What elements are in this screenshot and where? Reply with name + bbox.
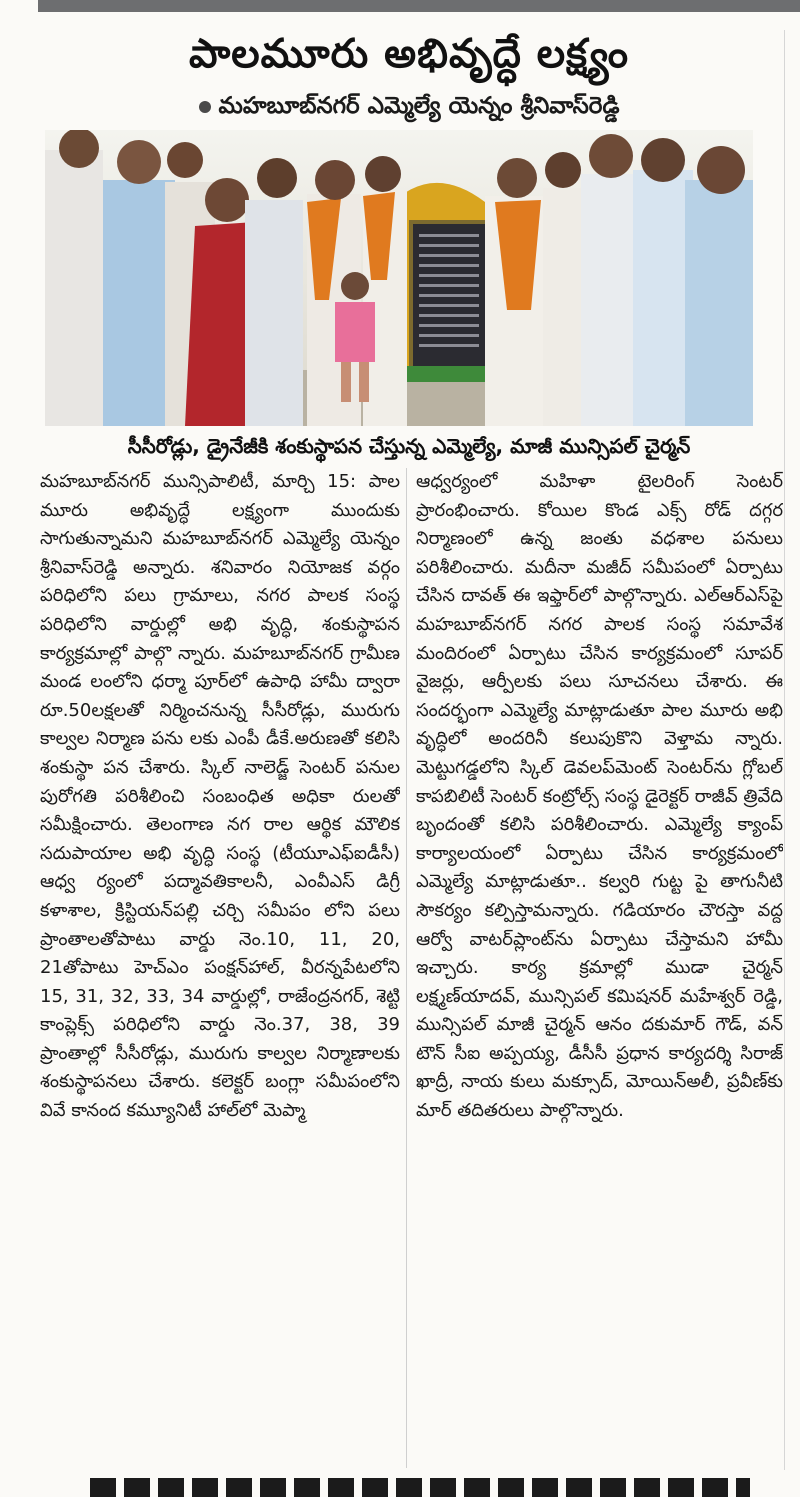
article-headline: పాలమూరు అభివృద్ధే లక్ష్యం xyxy=(188,31,629,77)
bullet-icon xyxy=(199,101,211,113)
next-article-headline-cut xyxy=(90,1476,750,1497)
photo-caption: సీసీరోడ్లు, డ్రైనేజీకి శంకుస్థాపన చేస్తున్న ఎమ్మెల్యే, మాజీ మున్సిపల్ చైర్మన్ xyxy=(127,434,691,458)
article-body-column-right: ఆధ్వర్యంలో మహిళా టైలరింగ్ సెంటర్ ప్రారంభించారు. కోయిల కొండ ఎక్స్ రోడ్ దగ్గర నిర్మాణంలో ఉన్న జంతు వధశాల పనులు పరిశీలించారు. మదీనా మజీద్ సమీపంలో ఏర్పాటు చేసిన దావత్ ఈ ఇఫ్తార్‌లో పాల్గొన్నారు. ఎల్‌ఆర్‌ఎస్‌పై మహబూబ్‌నగర్ నగర పాలక సంస్థ సమావేశ మందిరంలో ఏర్పాటు చేసిన కార్యక్రమంలో సూపర్ వైజర్లు, ఆర్పీలకు పలు సూచనలు చేశారు. ఈ సందర్భంగా ఎమ్మెల్యే మాట్లాడుతూ పాల మూరు అభి వృద్ధిలో అందరినీ కలుపుకొని వెళ్తామ న్నారు. మెట్టుగడ్డలోని స్కిల్ డెవలప్‌మెంట్ సెంటర్‌ను గ్లోబల్ కాపబిలిటీ సెంటర్ కంట్రోల్స్ సంస్థ డైరెక్టర్ రాజీవ్ త్రివేది బృందంతో కలిసి పరిశీలించారు. ఎమ్మెల్యే క్యాంప్ కార్యాలయంలో ఏర్పాటు చేసిన కార్యక్రమంలో ఎమ్మెల్యే మాట్లాడుతూ.. కల్వరి గుట్ట పై తాగునీటి సౌకర్యం కల్పిస్తామన్నారు. గడియారం చౌరస్తా వద్ద ఆర్వో వాటర్‌ప్లాంట్‌ను ఏర్పాటు చేస్తామని హామీ ఇచ్చారు. కార్య క్రమాల్లో ముడా చైర్మన్ లక్ష్మణ్‌యాదవ్, మున్సిపల్ కమిషనర్ మహేశ్వర్ రెడ్డి, మున్సిపల్ మాజీ చైర్మన్ ఆనం దకుమార్ గౌడ్, వన్ టౌన్ సీఐ అప్పయ్య, డీసీసీ ప్రధాన కార్యదర్శి సిరాజ్ ఖాద్రీ, నాయ కులు మక్సూద్, మోయిన్‌అలీ, ప్రవీణ్‌కు మార్ తదితరులు పాల్గొన్నారు. xyxy=(416,471,783,1122)
article-subheadline xyxy=(38,90,780,122)
header-bar xyxy=(38,0,800,12)
article-body-column-left: మహబూబ్‌నగర్ మున్సిపాలిటీ, మార్చి 15: పాల మూరు అభివృద్ధే లక్ష్యంగా ముందుకు సాగుతున్నామని మహబూబ్‌నగర్ ఎమ్మెల్యే యెన్నం శ్రీనివాస్‌రెడ్డి అన్నారు. శనివారం నియోజక వర్గం పరిధిలోని పలు గ్రామాలు, నగర పాలక సంస్థ పరిధిలోని వార్డుల్లో అభి వృద్ధి, శంకుస్థాపన కార్యక్రమాల్లో పాల్గొ న్నారు. మహబూబ్‌నగర్ గ్రామీణ మండ లంలోని ధర్మా పూర్‌లో ఉపాధి హామీ ద్వారా రూ.50లక్షలతో నిర్మించనున్న సీసీరోడ్లు, మురుగు కాల్వల నిర్మాణ పను లకు ఎంపీ డీకే.అరుణతో కలిసి శంకుస్థా పన చేశారు. స్కిల్ నాలెడ్జ్ సెంటర్ పనుల పురోగతి పరిశీలించి సంబంధిత అధికా రులతో సమీక్షించారు. తెలంగాణ నగ రాల ఆర్థిక మౌలిక సదుపాయాల అభి వృద్ధి సంస్థ (టీయూఎఫ్‌ఐడీసీ) ఆధ్వ ర్యంలో పద్మావతికాలనీ, ఎంవీఎస్ డిగ్రీ కళాశాల, క్రిస్టియన్‌పల్లి చర్చి సమీపం లోని పలు ప్రాంతాలతోపాటు వార్డు నెం.10, 11, 20, 21తోపాటు హెచ్‌ఎం పంక్షన్‌హాల్, వీరన్నపేటలోని 15, 31, 32, 33, 34 వార్డుల్లో, రాజేంద్రనగర్, శెట్టి కాంప్లెక్స్ పరిధిలోని వార్డు నెం.37, 38, 39 ప్రాంతాల్లో సీసీరోడ్లు, మురుగు కాల్వల నిర్మాణాలకు శంకుస్థాపనలు చేశారు. కలెక్టర్ బంగ్లా సమీపంలోని వివే కానంద కమ్యూనిటీ హాల్‌లో మెప్మా xyxy=(40,471,400,1122)
subheadline-text: మహబూబ్‌నగర్ ఎమ్మెల్యే యెన్నం శ్రీనివాస్‌రెడ్డి xyxy=(218,93,620,119)
page-rule xyxy=(784,30,785,1470)
news-photo xyxy=(45,130,753,426)
column-divider xyxy=(406,468,407,1468)
